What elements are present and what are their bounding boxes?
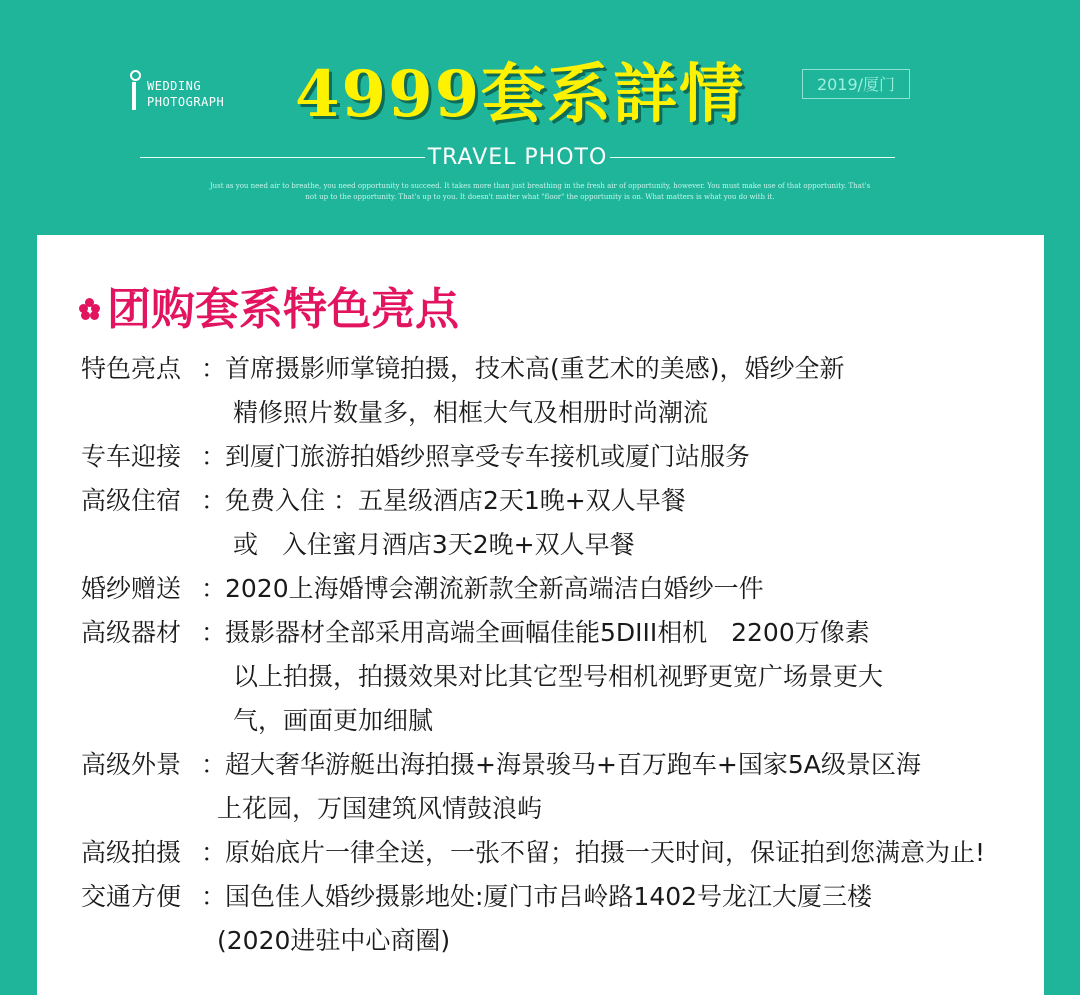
list-item (37, 831, 1044, 875)
item-text: 原始底片一律全送，一张不留；拍摄一天时间，保证拍到您满意为止! (225, 838, 986, 867)
item-text: 或 入住蜜月酒店3天2晚+双人早餐 (233, 530, 635, 559)
item-label: 交通方便 (81, 882, 182, 911)
item-text: 2020上海婚博会潮流新款全新高端洁白婚纱一件 (225, 574, 764, 603)
tagline-line1: Just as you need air to breathe, you need opportunity to succeed. It takes more than just breathing in the fresh air of opportunity, however. You must make use of that opportunity. That's (209, 182, 871, 190)
item-text: 免费入住 ：五星级酒店2天1晚+双人早餐 (225, 486, 686, 515)
item-text: 气，画面更加细腻 (233, 706, 434, 735)
list-item (37, 479, 1044, 567)
item-colon: ： (201, 882, 227, 911)
section-title (79, 283, 459, 337)
item-colon: ： (201, 838, 227, 867)
flower-icon (79, 298, 101, 320)
item-label: 高级住宿 (81, 486, 182, 515)
section-title-text: 团购套系特色亮点 (107, 284, 459, 335)
item-colon: ： (201, 618, 227, 647)
item-label: 高级器材 (81, 618, 182, 647)
item-label: 特色亮点 (81, 354, 182, 383)
logo-line2: PHOTOGRAPH (147, 95, 225, 109)
item-text: (2020进驻中心商圈) (217, 926, 451, 955)
item-label: 高级拍摄 (81, 838, 182, 867)
item-label: 高级外景 (81, 750, 182, 779)
item-text: 到厦门旅游拍婚纱照享受专车接机或厦门站服务 (225, 442, 751, 471)
item-text: 首席摄影师掌镜拍摄，技术高(重艺术的美感)，婚纱全新 (225, 354, 845, 383)
list-item (37, 347, 1044, 435)
year-location-badge: 2019/厦门 (802, 69, 910, 99)
header (0, 0, 1080, 235)
item-text: 摄影器材全部采用高端全画幅佳能5DIII相机 2200万像素 (225, 618, 870, 647)
item-text: 国色佳人婚纱摄影地处:厦门市吕岭路1402号龙江大厦三楼 (225, 882, 873, 911)
item-colon: ： (201, 486, 227, 515)
item-colon: ： (201, 354, 227, 383)
tagline (120, 181, 960, 203)
item-label: 婚纱赠送 (81, 574, 182, 603)
item-text: 精修照片数量多，相框大气及相册时尚潮流 (233, 398, 709, 427)
divider-right (610, 157, 895, 158)
item-text: 上花园，万国建筑风情鼓浪屿 (217, 794, 543, 823)
list-item (37, 435, 1044, 479)
item-text: 超大奢华游艇出海拍摄+海景骏马+百万跑车+国家5A级景区海 (225, 750, 921, 779)
item-label: 专车迎接 (81, 442, 182, 471)
page-title: 4999套系詳情 (295, 57, 746, 132)
logo-i-icon (128, 68, 142, 116)
item-colon: ： (201, 750, 227, 779)
list-item (37, 875, 1044, 963)
tagline-line2: not up to the opportunity. That's up to you. It doesn't matter what "floor" the opportunity is on. What matters is what you do with it. (305, 193, 775, 201)
divider-left (140, 157, 425, 158)
logo-line1: WEDDING (147, 79, 202, 93)
list-item (37, 611, 1044, 743)
wedding-photograph-logo (128, 68, 268, 116)
subtitle: TRAVEL PHOTO (427, 145, 608, 170)
list-item (37, 567, 1044, 611)
list-item (37, 743, 1044, 831)
feature-list (37, 347, 1044, 963)
item-colon: ： (201, 574, 227, 603)
item-colon: ： (201, 442, 227, 471)
content-panel (37, 235, 1044, 995)
item-text: 以上拍摄，拍摄效果对比其它型号相机视野更宽广场景更大 (233, 662, 884, 691)
